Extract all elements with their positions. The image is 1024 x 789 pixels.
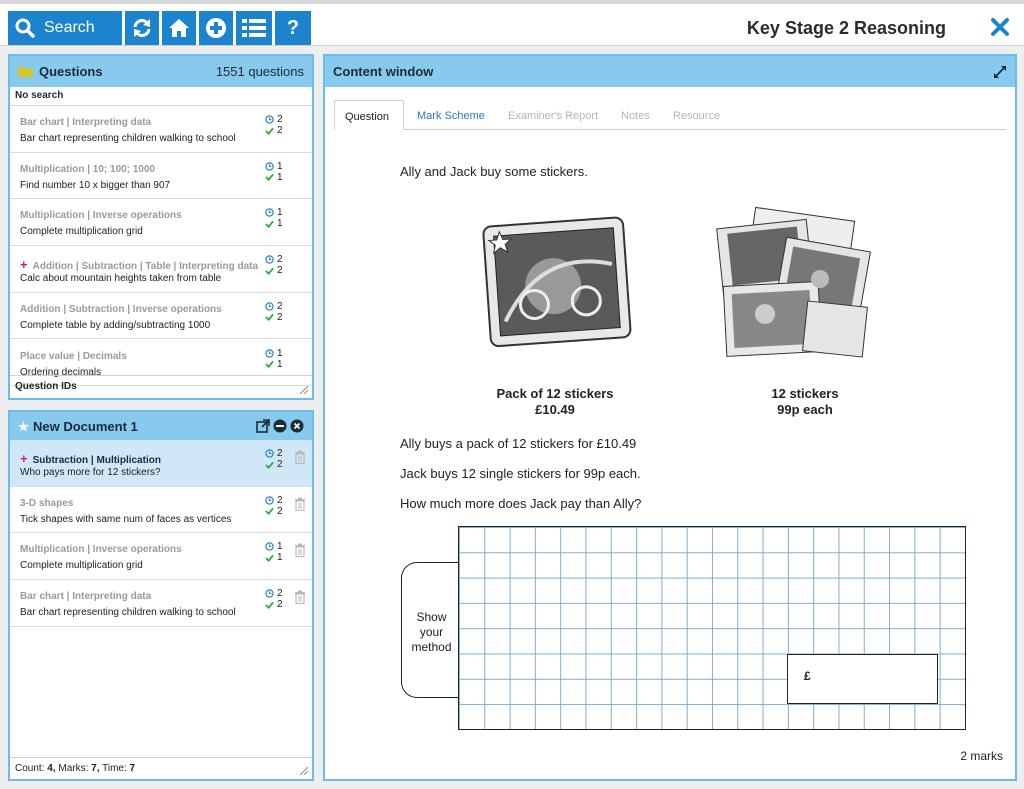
search-button[interactable]: [8, 11, 122, 45]
resize-grip-icon[interactable]: [300, 767, 308, 775]
question-line-3: How much more does Jack pay than Ally?: [400, 496, 642, 511]
question-marks: 1: [277, 171, 283, 183]
question-topic: Place value | Decimals: [20, 350, 127, 362]
home-icon: [168, 18, 190, 38]
questions-panel: [8, 54, 314, 400]
clock-icon: [265, 542, 274, 551]
clock-icon: [265, 349, 274, 358]
content-title: Content window: [333, 64, 434, 79]
close-circle-icon[interactable]: [290, 419, 304, 433]
caption-single-line1: 12 stickers: [771, 386, 839, 401]
content-header: [325, 56, 1015, 87]
document-title: New Document 1: [33, 418, 138, 434]
question-marks: 2: [277, 265, 283, 277]
question-time: 2: [277, 300, 283, 312]
question-marks: 2: [277, 311, 283, 323]
document-item-topic: Multiplication | Inverse operations: [20, 544, 182, 556]
question-mark-icon: ?: [286, 16, 300, 39]
clock-icon: [265, 208, 274, 217]
external-link-icon[interactable]: [256, 419, 270, 433]
count-value: 4: [47, 763, 53, 774]
plus-circle-icon: [205, 17, 227, 39]
single-stickers-image: [710, 204, 875, 364]
count-label: Count:: [15, 763, 45, 774]
added-plus-icon: +: [20, 451, 28, 466]
question-marks: 1: [277, 218, 283, 230]
method-line-1: Show: [416, 610, 447, 624]
method-line-2: your: [419, 625, 444, 639]
question-topic: Bar chart | Interpreting data: [20, 117, 152, 128]
document-item-topic: 3-D shapes: [20, 497, 74, 509]
search-icon: [15, 18, 35, 38]
document-item-marks: 2: [277, 505, 283, 517]
folder-icon: [18, 66, 33, 77]
question-topic: Addition | Subtraction | Table | Interpreting data: [32, 261, 259, 273]
question-list-item[interactable]: [10, 246, 312, 293]
show-method-tab: [401, 562, 461, 698]
document-item-description: Who pays more for 12 stickers?: [20, 467, 161, 478]
tick-icon: [265, 127, 274, 135]
tick-icon: [265, 173, 274, 181]
add-button[interactable]: [199, 11, 233, 45]
added-plus-icon: +: [20, 257, 28, 273]
marks-label: 2 marks: [960, 749, 1003, 763]
clock-icon: [265, 115, 274, 124]
sticker-pack-image: [473, 208, 638, 358]
tab-examiners-report[interactable]: Examiner's Report: [508, 110, 599, 122]
caption-pack-price: £10.49: [535, 402, 575, 417]
app-title: Key Stage 2 Reasoning: [746, 18, 946, 38]
clock-icon: [265, 496, 274, 505]
document-header: [10, 412, 312, 440]
tab-notes[interactable]: Notes: [621, 110, 650, 122]
clock-icon: [265, 255, 274, 264]
list-icon: [242, 18, 266, 38]
tick-icon: [265, 360, 274, 368]
refresh-button[interactable]: [125, 11, 159, 45]
question-list-item[interactable]: [10, 293, 312, 340]
document-item-marks: 2: [277, 599, 283, 611]
document-item-description: Complete multiplication grid: [20, 560, 143, 572]
star-icon: [18, 421, 29, 432]
question-intro: Ally and Jack buy some stickers.: [400, 164, 588, 179]
marks-label: Marks:: [58, 763, 89, 774]
list-button[interactable]: [236, 11, 272, 45]
caption-single: [725, 386, 885, 418]
content-tabs: [334, 100, 1006, 130]
tick-icon: [265, 507, 274, 515]
question-time: 2: [277, 254, 283, 266]
search-status: No search: [10, 87, 312, 106]
tab-question[interactable]: Question: [334, 100, 404, 130]
clock-icon: [265, 162, 274, 171]
refresh-icon: [131, 17, 153, 39]
clock-icon: [265, 302, 274, 311]
question-list-item[interactable]: [10, 199, 312, 246]
question-list-item[interactable]: [10, 106, 312, 153]
document-item-marks: 1: [277, 552, 283, 564]
trash-icon[interactable]: [294, 590, 306, 604]
question-line-1: Ally buys a pack of 12 stickers for £10.49: [400, 436, 637, 451]
help-button[interactable]: [275, 11, 311, 45]
minus-circle-icon[interactable]: [273, 419, 287, 433]
top-bar: [0, 0, 1024, 46]
document-panel: [8, 410, 314, 781]
question-description: Find number 10 x bigger than 907: [20, 179, 171, 191]
document-item-time: 2: [277, 588, 283, 600]
question-description: Complete multiplication grid: [20, 226, 143, 238]
time-value: 7: [129, 763, 136, 774]
document-list-item[interactable]: [10, 440, 312, 487]
trash-icon[interactable]: [294, 450, 306, 464]
caption-single-price: 99p each: [777, 402, 833, 417]
clock-icon: [265, 589, 274, 598]
method-line-3: method: [411, 640, 452, 654]
question-description: Complete table by adding/subtracting 1000: [20, 319, 211, 331]
answer-box[interactable]: [787, 654, 938, 704]
document-list-item[interactable]: [10, 487, 312, 534]
document-list-item[interactable]: [10, 580, 312, 627]
trash-icon[interactable]: [294, 543, 306, 557]
tick-icon: [265, 220, 274, 228]
question-description: Calc about mountain heights taken from table: [20, 273, 222, 285]
document-list-item[interactable]: [10, 533, 312, 580]
question-marks: 1: [277, 358, 283, 370]
document-item-topic: Subtraction | Multiplication: [32, 455, 161, 466]
search-button-label: Search: [44, 19, 95, 36]
tick-icon: [265, 267, 274, 275]
document-item-topic: Bar chart | Interpreting data: [20, 591, 152, 603]
question-line-2: Jack buys 12 single stickers for 99p each.: [400, 466, 641, 481]
caption-pack: [475, 386, 635, 418]
trash-icon[interactable]: [294, 497, 306, 511]
document-item-marks: 2: [277, 459, 283, 470]
questions-count: 1551 questions: [215, 64, 304, 79]
questions-list: [10, 106, 312, 376]
question-marks: 2: [277, 125, 283, 136]
question-description: Bar chart representing children walking to school: [20, 133, 236, 144]
question-time: 1: [277, 207, 283, 219]
expand-icon[interactable]: [993, 65, 1007, 79]
question-topic: Addition | Subtraction | Inverse operations: [20, 303, 222, 315]
tick-icon: [265, 554, 274, 562]
caption-pack-line1: Pack of 12 stickers: [496, 386, 614, 401]
document-item-description: Tick shapes with same num of faces as vertices: [20, 513, 232, 525]
document-item-time: 1: [277, 541, 283, 553]
question-time: 1: [277, 160, 283, 172]
home-button[interactable]: [162, 11, 196, 45]
questions-title: Questions: [39, 64, 103, 79]
resize-grip-icon[interactable]: [300, 386, 308, 394]
document-item-description: Bar chart representing children walking to school: [20, 607, 236, 619]
document-item-time: 2: [277, 448, 283, 459]
questions-header: [10, 56, 312, 87]
question-time: 2: [277, 114, 283, 125]
tab-mark-scheme[interactable]: Mark Scheme: [417, 110, 485, 122]
clock-icon: [265, 449, 274, 458]
question-description: Ordering decimals: [20, 366, 102, 378]
document-list: [10, 440, 312, 630]
close-icon[interactable]: [990, 17, 1010, 37]
tick-icon: [265, 313, 274, 321]
tick-icon: [265, 601, 274, 609]
question-ids-footer: Question IDs: [10, 375, 312, 398]
time-label: Time:: [102, 763, 127, 774]
question-list-item[interactable]: [10, 153, 312, 200]
tick-icon: [265, 461, 274, 469]
document-item-time: 2: [277, 494, 283, 506]
content-window: [323, 54, 1017, 781]
answer-currency: £: [804, 669, 811, 683]
tab-resource[interactable]: Resource: [673, 110, 721, 122]
question-topic: Multiplication | 10; 100; 1000: [20, 163, 156, 175]
question-time: 1: [277, 347, 283, 359]
marks-value: 7: [91, 763, 97, 774]
document-footer: Count: 4, Marks: 7, Time: 7: [10, 757, 312, 779]
question-topic: Multiplication | Inverse operations: [20, 210, 182, 222]
